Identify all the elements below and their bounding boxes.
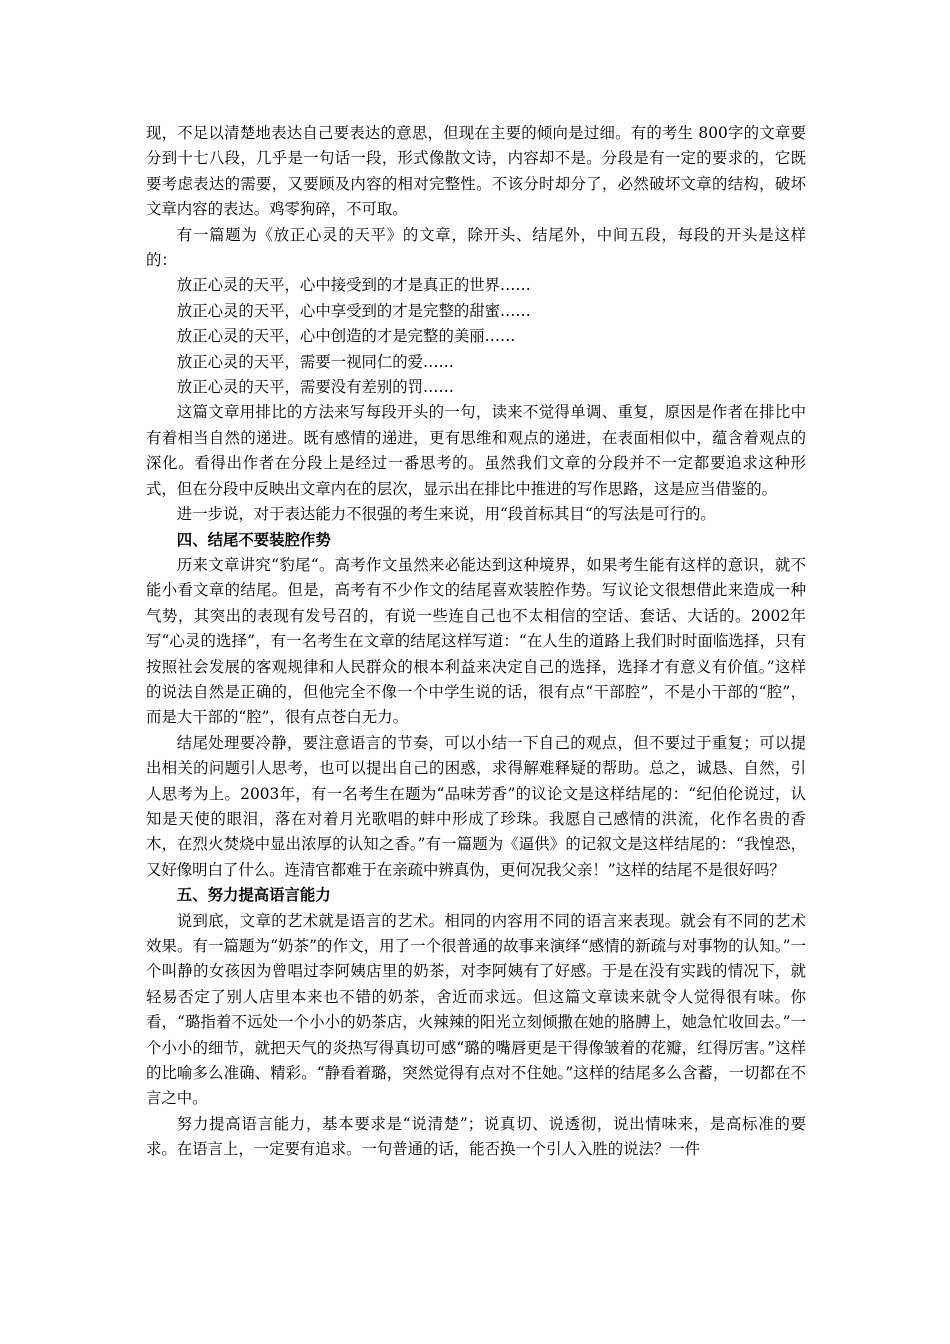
example-line-5: 放正心灵的天平，需要没有差别的罚……	[176, 378, 454, 397]
paragraph-language-1: 说到底，文章的艺术就是语言的艺术。相同的内容用不同的语言来表现。就会有不同的艺术效果。有一篇题为“奶茶”的作文，用了一个很普通的故事来演绎“感情的新疏与对事物的认知。”一个叫静的女孩因为曾唱过李阿姨店里的奶茶，对李阿姨有了好感。于是在没有实践的情况下，就轻易否定了别人店里本来也不错的奶茶，舍近而求远。但这篇文章读来就令人觉得很有味。你看，“璐指着不远处一个小小的奶茶店，火辣辣的阳光立刻倾撒在她的胳膊上，她急忙收回去。”一个小小的细节，就把天气的炎热写得真切可感“璐的嘴唇更是干得像皱着的花瓣，红得厉害。”这样的比喻多么准确、精彩。“静看着璐，突然觉得有点对不住她。”这样的结尾多么含蓄，一切都在不言之中。	[146, 911, 806, 1108]
paragraph-further: 进一步说，对于表达能力不很强的考生来说，用“段首标其目“的写法是可行的。	[176, 505, 716, 524]
document-page	[146, 121, 806, 1163]
paragraph-language-2: 努力提高语言能力，基本要求是“说清楚”；说真切、说透彻，说出情味来，是高标准的要求。在语言上，一定要有追求。一句普通的话，能否换一个引人入胜的说法？一件	[146, 1114, 806, 1159]
section-heading-4: 四、结尾不要装腔作势	[176, 530, 331, 549]
example-line-4: 放正心灵的天平，需要一视同仁的爱……	[176, 352, 454, 371]
paragraph-ending-2: 结尾处理要冷静，要注意语言的节奏，可以小结一下自己的观点，但不要过于重复；可以提出相关的问题引人思考，也可以提出自己的困惑，求得解难释疑的帮助。总之，诚恳、自然，引人思考为上。2003年，有一名考生在题为“品味芳香”的议论文是这样结尾的：“纪伯伦说过，认知是天使的眼泪，落在对着月光歌唱的蚌中形成了珍珠。我愿自己感情的洪流，化作名贵的香木，在烈火焚烧中显出浓厚的认知之香。”有一篇题为《逼供》的记叙文是这样结尾的：“我惶恐，又好像明白了什么。连清官都难于在亲疏中辨真伪，更何况我父亲！”这样的结尾不是很好吗？	[146, 733, 806, 879]
section-heading-5: 五、努力提高语言能力	[176, 886, 331, 905]
example-line-2: 放正心灵的天平，心中享受到的才是完整的甜蜜……	[176, 301, 531, 320]
paragraph-example-intro: 有一篇题为《放正心灵的天平》的文章，除开头、结尾外，中间五段，每段的开头是这样的：	[146, 225, 806, 270]
example-line-3: 放正心灵的天平，心中创造的才是完整的美丽……	[176, 327, 516, 346]
example-line-1: 放正心灵的天平，心中接受到的才是真正的世界……	[176, 276, 531, 295]
paragraph-parallelism: 这篇文章用排比的方法来写每段开头的一句，读来不觉得单调、重复，原因是作者在排比中有着相当自然的递进。既有感情的递进，更有思维和观点的递进，在表面相似中，蕴含着观点的深化。看得出作者在分段上是经过一番思考的。虽然我们文章的分段并不一定都要追求这种形式，但在分段中反映出文章内在的层次，显示出在排比中推进的写作思路，这是应当借鉴的。	[146, 403, 806, 498]
paragraph-ending-1: 历来文章讲究“豹尾“。高考作文虽然来必能达到这种境界，如果考生能有这样的意识，就不能小看文章的结尾。但是，高考有不少作文的结尾喜欢装腔作势。写议论文很想借此来造成一种气势，其突出的表现有发号召的，有说一些连自己也不太相信的空话、套话、大话的。2002年写“心灵的选择”，有一名考生在文章的结尾这样写道：“在人生的道路上我们时时面临选择，只有按照社会发展的客观规律和人民群众的根本利益来决定自己的选择，选择才有意义有价值。”这样的说法自然是正确的，但他完全不像一个中学生说的话，很有点“干部腔”，不是小干部的“腔”，而是大干部的“腔”，很有点苍白无力。	[146, 555, 806, 727]
paragraph-continuation: 现，不足以清楚地表达自己要表达的意思，但现在主要的倾向是过细。有的考生 800字的文章要分到十七八段，几乎是一句话一段，形式像散文诗，内容却不是。分段是有一定的要求的，它既要考虑表达的需要，又要顾及内容的相对完整性。不该分时却分了，必然破坏文章的结构，破坏文章内容的表达。鸡零狗碎，不可取。	[146, 124, 806, 219]
